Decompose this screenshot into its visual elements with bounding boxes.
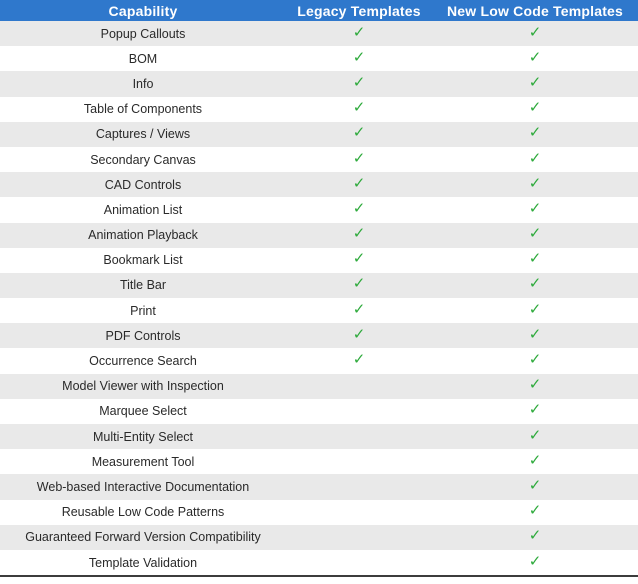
table-row [0, 172, 638, 197]
capability-name: PDF Controls [0, 323, 286, 348]
capability-name: CAD Controls [0, 172, 286, 197]
table-row [0, 500, 638, 525]
table-row [0, 298, 638, 323]
legacy-support-cell [286, 122, 432, 147]
lowcode-support-cell [432, 46, 638, 71]
check-icon: ✓ [528, 148, 542, 167]
check-icon: ✓ [352, 47, 366, 66]
capability-name: Measurement Tool [0, 449, 286, 474]
lowcode-support-cell [432, 550, 638, 576]
check-icon: ✓ [352, 72, 366, 91]
capability-name: Guaranteed Forward Version Compatibility [0, 525, 286, 550]
lowcode-support-cell [432, 374, 638, 399]
table-row [0, 248, 638, 273]
check-icon: ✓ [528, 501, 542, 520]
legacy-support-cell [286, 248, 432, 273]
check-icon: ✓ [352, 123, 366, 142]
table-row [0, 348, 638, 373]
legacy-support-cell [286, 197, 432, 222]
legacy-support-cell [286, 71, 432, 96]
legacy-support-cell [286, 474, 432, 499]
table-row [0, 474, 638, 499]
legacy-support-cell [286, 223, 432, 248]
lowcode-support-cell [432, 424, 638, 449]
legacy-support-cell [286, 273, 432, 298]
capability-name: Multi-Entity Select [0, 424, 286, 449]
legacy-support-cell [286, 525, 432, 550]
lowcode-support-cell [432, 323, 638, 348]
table-row [0, 550, 638, 576]
capability-name: Secondary Canvas [0, 147, 286, 172]
table-row [0, 424, 638, 449]
legacy-support-cell [286, 374, 432, 399]
table-row [0, 122, 638, 147]
lowcode-support-cell [432, 71, 638, 96]
legacy-support-cell [286, 449, 432, 474]
check-icon: ✓ [528, 98, 542, 117]
legacy-support-cell [286, 147, 432, 172]
check-icon: ✓ [352, 274, 366, 293]
check-icon: ✓ [528, 526, 542, 545]
check-icon: ✓ [352, 249, 366, 268]
capability-name: Template Validation [0, 550, 286, 576]
legacy-support-cell [286, 550, 432, 576]
check-icon: ✓ [352, 224, 366, 243]
table-row [0, 223, 638, 248]
header-capability: Capability [0, 0, 286, 21]
capability-name: Web-based Interactive Documentation [0, 474, 286, 499]
capability-name: Info [0, 71, 286, 96]
lowcode-support-cell [432, 147, 638, 172]
capability-name: Reusable Low Code Patterns [0, 500, 286, 525]
legacy-support-cell [286, 500, 432, 525]
lowcode-support-cell [432, 223, 638, 248]
capability-name: Model Viewer with Inspection [0, 374, 286, 399]
check-icon: ✓ [352, 22, 366, 41]
table-row [0, 374, 638, 399]
capability-name: Captures / Views [0, 122, 286, 147]
lowcode-support-cell [432, 197, 638, 222]
lowcode-support-cell [432, 97, 638, 122]
check-icon: ✓ [528, 249, 542, 268]
check-icon: ✓ [528, 198, 542, 217]
check-icon: ✓ [528, 47, 542, 66]
capability-name: Animation List [0, 197, 286, 222]
legacy-support-cell [286, 46, 432, 71]
check-icon: ✓ [352, 299, 366, 318]
lowcode-support-cell [432, 273, 638, 298]
legacy-support-cell [286, 348, 432, 373]
lowcode-support-cell [432, 122, 638, 147]
check-icon: ✓ [352, 98, 366, 117]
legacy-support-cell [286, 97, 432, 122]
table-row [0, 273, 638, 298]
legacy-support-cell [286, 21, 432, 46]
table-row [0, 46, 638, 71]
capability-name: Animation Playback [0, 223, 286, 248]
table-body [0, 21, 638, 576]
capability-name: Table of Components [0, 97, 286, 122]
check-icon: ✓ [528, 475, 542, 494]
check-icon: ✓ [528, 400, 542, 419]
check-icon: ✓ [528, 224, 542, 243]
check-icon: ✓ [528, 551, 542, 570]
lowcode-support-cell [432, 474, 638, 499]
table-row [0, 21, 638, 46]
table-header-row [0, 0, 638, 21]
legacy-support-cell [286, 298, 432, 323]
capability-name: Print [0, 298, 286, 323]
table-row [0, 97, 638, 122]
check-icon: ✓ [352, 148, 366, 167]
lowcode-support-cell [432, 525, 638, 550]
table-row [0, 399, 638, 424]
legacy-support-cell [286, 399, 432, 424]
lowcode-support-cell [432, 21, 638, 46]
table-row [0, 71, 638, 96]
check-icon: ✓ [528, 375, 542, 394]
table-row [0, 449, 638, 474]
check-icon: ✓ [352, 324, 366, 343]
check-icon: ✓ [352, 173, 366, 192]
check-icon: ✓ [528, 350, 542, 369]
capability-name: Bookmark List [0, 248, 286, 273]
lowcode-support-cell [432, 248, 638, 273]
capability-name: Popup Callouts [0, 21, 286, 46]
capability-name: Occurrence Search [0, 348, 286, 373]
check-icon: ✓ [528, 72, 542, 91]
table-row [0, 525, 638, 550]
header-legacy-templates: Legacy Templates [286, 0, 432, 21]
legacy-support-cell [286, 323, 432, 348]
check-icon: ✓ [352, 350, 366, 369]
check-icon: ✓ [528, 123, 542, 142]
table-row [0, 197, 638, 222]
legacy-support-cell [286, 172, 432, 197]
lowcode-support-cell [432, 172, 638, 197]
check-icon: ✓ [528, 324, 542, 343]
check-icon: ✓ [528, 274, 542, 293]
check-icon: ✓ [528, 425, 542, 444]
table-row [0, 147, 638, 172]
lowcode-support-cell [432, 348, 638, 373]
check-icon: ✓ [528, 299, 542, 318]
lowcode-support-cell [432, 500, 638, 525]
check-icon: ✓ [528, 22, 542, 41]
table-row [0, 323, 638, 348]
check-icon: ✓ [528, 173, 542, 192]
lowcode-support-cell [432, 298, 638, 323]
capability-name: BOM [0, 46, 286, 71]
check-icon: ✓ [528, 450, 542, 469]
legacy-support-cell [286, 424, 432, 449]
check-icon: ✓ [352, 198, 366, 217]
capability-name: Marquee Select [0, 399, 286, 424]
capability-name: Title Bar [0, 273, 286, 298]
lowcode-support-cell [432, 449, 638, 474]
lowcode-support-cell [432, 399, 638, 424]
header-low-code-templates: New Low Code Templates [432, 0, 638, 21]
